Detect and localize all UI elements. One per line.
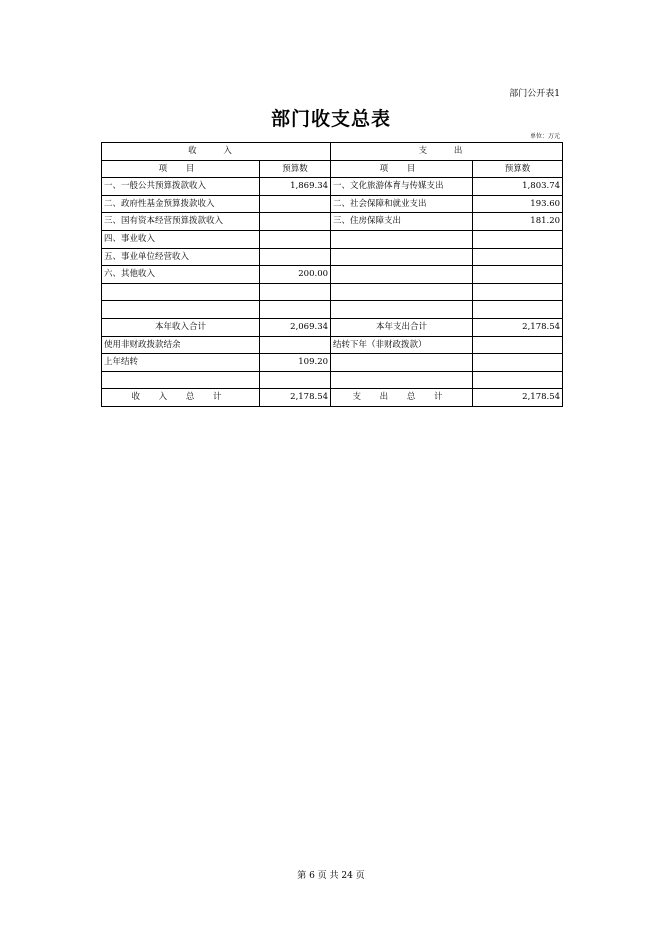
income-value-cell — [260, 283, 331, 301]
table-row — [102, 213, 563, 231]
income-item-cell: 六、其他收入 — [102, 266, 260, 284]
expense-budget-header: 预算数 — [473, 160, 563, 178]
income-value-cell — [260, 213, 331, 231]
income-value-cell: 200.00 — [260, 266, 331, 284]
expense-value-cell — [473, 301, 563, 319]
expense-item-cell — [331, 354, 473, 372]
expense-item-cell — [331, 283, 473, 301]
expense-value-cell — [473, 354, 563, 372]
income-item-cell: 三、国有资本经营预算拨款收入 — [102, 213, 260, 231]
expense-value-cell — [473, 371, 563, 389]
income-value-cell — [260, 230, 331, 248]
table-row — [102, 248, 563, 266]
subtotal-row — [102, 318, 563, 336]
table-row — [102, 230, 563, 248]
page-title: 部门收支总表 — [270, 108, 391, 130]
expense-value-cell: 193.60 — [473, 195, 563, 213]
income-item-cell: 二、政府性基金预算拨款收入 — [102, 195, 260, 213]
section-header-row — [102, 143, 563, 161]
income-total-value: 2,178.54 — [260, 389, 331, 407]
income-item-cell: 一、一般公共预算拨款收入 — [102, 178, 260, 196]
income-item-cell: 使用非财政拨款结余 — [102, 336, 260, 354]
expense-subtotal-label: 本年支出合计 — [331, 318, 473, 336]
income-budget-header: 预算数 — [260, 160, 331, 178]
expense-total-value: 2,178.54 — [473, 389, 563, 407]
income-value-cell — [260, 195, 331, 213]
expense-value-cell — [473, 266, 563, 284]
expense-item-cell — [331, 230, 473, 248]
expense-value-cell — [473, 248, 563, 266]
income-value-cell — [260, 301, 331, 319]
income-item-cell — [102, 371, 260, 389]
budget-summary-table — [101, 142, 563, 407]
expense-item-cell — [331, 248, 473, 266]
expense-item-cell: 一、文化旅游体育与传媒支出 — [331, 178, 473, 196]
income-item-cell — [102, 301, 260, 319]
page-footer: 第 6 页 共 24 页 — [297, 871, 365, 881]
expense-item-cell — [331, 266, 473, 284]
income-item-cell: 上年结转 — [102, 354, 260, 372]
expense-item-header: 项 目 — [331, 160, 473, 178]
income-subtotal-label: 本年收入合计 — [102, 318, 260, 336]
unit-label: 单位：万元 — [529, 133, 560, 140]
table-row — [102, 178, 563, 196]
table-row — [102, 195, 563, 213]
expense-subtotal-value: 2,178.54 — [473, 318, 563, 336]
income-value-cell: 109.20 — [260, 354, 331, 372]
expense-item-cell: 三、住房保障支出 — [331, 213, 473, 231]
income-item-cell: 四、事业收入 — [102, 230, 260, 248]
expense-total-label: 支 出 总 计 — [331, 389, 473, 407]
income-item-cell — [102, 283, 260, 301]
expense-value-cell — [473, 230, 563, 248]
expense-item-cell — [331, 371, 473, 389]
expense-section-header: 支 出 — [331, 143, 563, 161]
table-row — [102, 354, 563, 372]
income-subtotal-value: 2,069.34 — [260, 318, 331, 336]
income-value-cell — [260, 371, 331, 389]
table-row — [102, 283, 563, 301]
table-row — [102, 266, 563, 284]
table-row — [102, 301, 563, 319]
income-item-header: 项 目 — [102, 160, 260, 178]
expense-value-cell — [473, 336, 563, 354]
expense-value-cell — [473, 283, 563, 301]
expense-value-cell: 1,803.74 — [473, 178, 563, 196]
expense-item-cell: 结转下年（非财政拨款） — [331, 336, 473, 354]
total-row — [102, 389, 563, 407]
income-value-cell — [260, 336, 331, 354]
table-row — [102, 336, 563, 354]
income-value-cell: 1,869.34 — [260, 178, 331, 196]
income-item-cell: 五、事业单位经营收入 — [102, 248, 260, 266]
expense-value-cell: 181.20 — [473, 213, 563, 231]
expense-item-cell — [331, 301, 473, 319]
expense-item-cell: 二、社会保障和就业支出 — [331, 195, 473, 213]
form-number: 部门公开表1 — [509, 89, 560, 99]
income-total-label: 收 入 总 计 — [102, 389, 260, 407]
income-section-header: 收 入 — [102, 143, 331, 161]
column-header-row — [102, 160, 563, 178]
table-row — [102, 371, 563, 389]
income-value-cell — [260, 248, 331, 266]
